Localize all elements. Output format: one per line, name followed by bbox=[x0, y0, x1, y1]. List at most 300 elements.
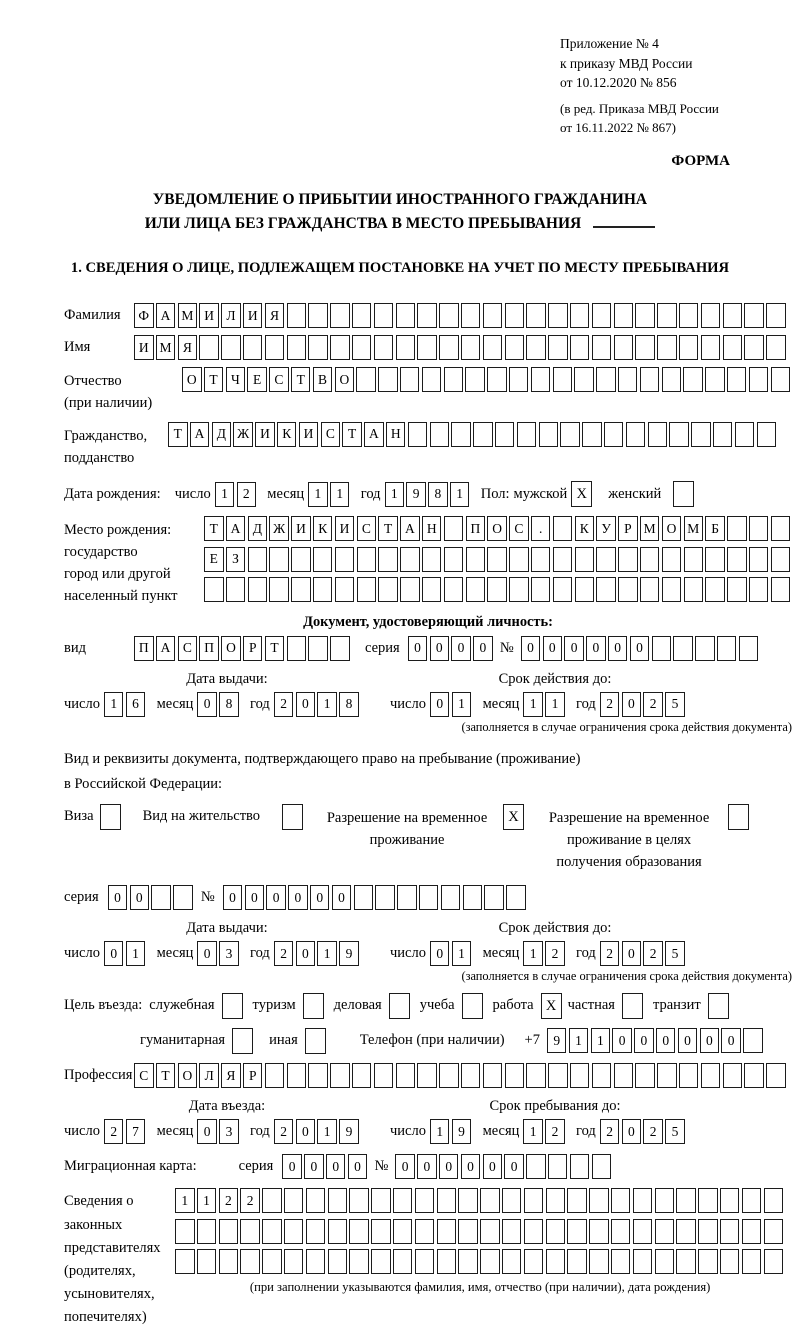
temporary-residence-checkbox[interactable]: X bbox=[503, 804, 524, 830]
char-cell[interactable] bbox=[483, 303, 503, 328]
purpose-business-checkbox[interactable] bbox=[389, 993, 410, 1019]
char-cell[interactable] bbox=[611, 1188, 631, 1213]
char-cell[interactable]: О bbox=[662, 516, 682, 541]
char-cell[interactable]: 0 bbox=[439, 1154, 459, 1179]
char-cell[interactable]: 0 bbox=[564, 636, 584, 661]
char-cell[interactable]: 9 bbox=[406, 482, 426, 507]
char-cell[interactable] bbox=[461, 335, 481, 360]
char-cell[interactable] bbox=[461, 303, 481, 328]
char-cell[interactable]: 0 bbox=[197, 941, 217, 966]
char-cell[interactable] bbox=[466, 547, 486, 572]
char-cell[interactable] bbox=[243, 335, 263, 360]
char-cell[interactable] bbox=[458, 1219, 478, 1244]
char-cell[interactable] bbox=[226, 577, 246, 602]
purpose-work-checkbox[interactable]: X bbox=[541, 993, 562, 1019]
char-cell[interactable] bbox=[356, 367, 376, 392]
char-cell[interactable] bbox=[308, 335, 328, 360]
purpose-humanitarian-checkbox[interactable] bbox=[232, 1028, 253, 1054]
char-cell[interactable]: 0 bbox=[348, 1154, 368, 1179]
char-cell[interactable]: 0 bbox=[326, 1154, 346, 1179]
char-cell[interactable] bbox=[720, 1188, 740, 1213]
char-cell[interactable] bbox=[509, 547, 529, 572]
char-cell[interactable] bbox=[720, 1249, 740, 1274]
char-cell[interactable] bbox=[458, 1249, 478, 1274]
char-cell[interactable]: 0 bbox=[608, 636, 628, 661]
char-cell[interactable]: 9 bbox=[452, 1119, 472, 1144]
char-cell[interactable]: Б bbox=[705, 516, 725, 541]
char-cell[interactable] bbox=[553, 367, 573, 392]
char-cell[interactable]: 0 bbox=[678, 1028, 698, 1053]
char-cell[interactable] bbox=[352, 303, 372, 328]
char-cell[interactable] bbox=[483, 335, 503, 360]
char-cell[interactable] bbox=[684, 577, 704, 602]
char-cell[interactable] bbox=[757, 422, 777, 447]
char-cell[interactable] bbox=[531, 547, 551, 572]
char-cell[interactable] bbox=[506, 885, 526, 910]
char-cell[interactable] bbox=[771, 367, 791, 392]
char-cell[interactable]: 0 bbox=[451, 636, 471, 661]
char-cell[interactable] bbox=[308, 636, 328, 661]
purpose-other-checkbox[interactable] bbox=[305, 1028, 326, 1054]
char-cell[interactable] bbox=[727, 577, 747, 602]
char-cell[interactable]: 1 bbox=[215, 482, 235, 507]
char-cell[interactable] bbox=[219, 1219, 239, 1244]
char-cell[interactable]: 0 bbox=[296, 941, 316, 966]
char-cell[interactable]: 8 bbox=[219, 692, 239, 717]
char-cell[interactable]: 0 bbox=[417, 1154, 437, 1179]
char-cell[interactable] bbox=[437, 1219, 457, 1244]
char-cell[interactable] bbox=[328, 1219, 348, 1244]
char-cell[interactable]: И bbox=[335, 516, 355, 541]
char-cell[interactable] bbox=[570, 1154, 590, 1179]
char-cell[interactable]: 0 bbox=[197, 692, 217, 717]
char-cell[interactable] bbox=[683, 367, 703, 392]
char-cell[interactable] bbox=[505, 335, 525, 360]
char-cell[interactable] bbox=[444, 547, 464, 572]
char-cell[interactable] bbox=[396, 303, 416, 328]
char-cell[interactable]: 0 bbox=[630, 636, 650, 661]
char-cell[interactable]: Ф bbox=[134, 303, 154, 328]
char-cell[interactable] bbox=[415, 1249, 435, 1274]
char-cell[interactable]: 8 bbox=[428, 482, 448, 507]
char-cell[interactable]: А bbox=[400, 516, 420, 541]
char-cell[interactable] bbox=[764, 1249, 784, 1274]
char-cell[interactable] bbox=[400, 547, 420, 572]
char-cell[interactable]: К bbox=[277, 422, 297, 447]
char-cell[interactable] bbox=[701, 303, 721, 328]
char-cell[interactable] bbox=[430, 422, 450, 447]
char-cell[interactable] bbox=[614, 1063, 634, 1088]
char-cell[interactable] bbox=[197, 1249, 217, 1274]
char-cell[interactable] bbox=[633, 1219, 653, 1244]
char-cell[interactable]: С bbox=[269, 367, 289, 392]
char-cell[interactable]: Я bbox=[178, 335, 198, 360]
char-cell[interactable]: 0 bbox=[634, 1028, 654, 1053]
char-cell[interactable]: К bbox=[313, 516, 333, 541]
char-cell[interactable] bbox=[635, 303, 655, 328]
char-cell[interactable] bbox=[574, 367, 594, 392]
char-cell[interactable] bbox=[262, 1188, 282, 1213]
char-cell[interactable] bbox=[727, 516, 747, 541]
char-cell[interactable]: 2 bbox=[274, 941, 294, 966]
char-cell[interactable] bbox=[287, 335, 307, 360]
char-cell[interactable] bbox=[655, 1249, 675, 1274]
char-cell[interactable] bbox=[197, 1219, 217, 1244]
char-cell[interactable]: 0 bbox=[622, 941, 642, 966]
char-cell[interactable]: И bbox=[299, 422, 319, 447]
char-cell[interactable]: 0 bbox=[245, 885, 265, 910]
char-cell[interactable] bbox=[589, 1219, 609, 1244]
char-cell[interactable] bbox=[374, 1063, 394, 1088]
char-cell[interactable] bbox=[396, 1063, 416, 1088]
char-cell[interactable] bbox=[400, 577, 420, 602]
char-cell[interactable] bbox=[570, 1063, 590, 1088]
char-cell[interactable] bbox=[553, 577, 573, 602]
char-cell[interactable]: 0 bbox=[430, 941, 450, 966]
char-cell[interactable] bbox=[291, 547, 311, 572]
char-cell[interactable]: Т bbox=[204, 516, 224, 541]
char-cell[interactable] bbox=[349, 1249, 369, 1274]
char-cell[interactable]: 2 bbox=[643, 1119, 663, 1144]
char-cell[interactable] bbox=[596, 367, 616, 392]
char-cell[interactable]: 2 bbox=[545, 1119, 565, 1144]
char-cell[interactable] bbox=[393, 1188, 413, 1213]
char-cell[interactable] bbox=[717, 636, 737, 661]
char-cell[interactable]: 5 bbox=[665, 941, 685, 966]
char-cell[interactable] bbox=[502, 1249, 522, 1274]
char-cell[interactable] bbox=[764, 1188, 784, 1213]
char-cell[interactable] bbox=[546, 1219, 566, 1244]
char-cell[interactable] bbox=[749, 577, 769, 602]
char-cell[interactable] bbox=[483, 1063, 503, 1088]
char-cell[interactable]: С bbox=[134, 1063, 154, 1088]
char-cell[interactable] bbox=[723, 1063, 743, 1088]
char-cell[interactable]: Т bbox=[204, 367, 224, 392]
char-cell[interactable] bbox=[684, 547, 704, 572]
char-cell[interactable] bbox=[742, 1249, 762, 1274]
char-cell[interactable] bbox=[766, 335, 786, 360]
char-cell[interactable] bbox=[614, 335, 634, 360]
char-cell[interactable] bbox=[652, 636, 672, 661]
char-cell[interactable] bbox=[742, 1219, 762, 1244]
char-cell[interactable]: И bbox=[291, 516, 311, 541]
char-cell[interactable]: К bbox=[575, 516, 595, 541]
char-cell[interactable] bbox=[374, 335, 394, 360]
char-cell[interactable]: 0 bbox=[332, 885, 352, 910]
char-cell[interactable] bbox=[284, 1249, 304, 1274]
char-cell[interactable]: 0 bbox=[473, 636, 493, 661]
char-cell[interactable] bbox=[531, 577, 551, 602]
char-cell[interactable]: Л bbox=[221, 303, 241, 328]
char-cell[interactable]: 1 bbox=[317, 1119, 337, 1144]
char-cell[interactable] bbox=[611, 1219, 631, 1244]
char-cell[interactable]: Т bbox=[378, 516, 398, 541]
char-cell[interactable]: 1 bbox=[452, 692, 472, 717]
char-cell[interactable]: 9 bbox=[547, 1028, 567, 1053]
char-cell[interactable] bbox=[354, 885, 374, 910]
char-cell[interactable] bbox=[548, 303, 568, 328]
char-cell[interactable] bbox=[611, 1249, 631, 1274]
char-cell[interactable]: А bbox=[156, 303, 176, 328]
char-cell[interactable]: И bbox=[199, 303, 219, 328]
char-cell[interactable]: 1 bbox=[126, 941, 146, 966]
char-cell[interactable] bbox=[465, 367, 485, 392]
char-cell[interactable]: О bbox=[182, 367, 202, 392]
purpose-private-checkbox[interactable] bbox=[622, 993, 643, 1019]
char-cell[interactable]: 1 bbox=[385, 482, 405, 507]
char-cell[interactable] bbox=[749, 547, 769, 572]
char-cell[interactable]: Т bbox=[168, 422, 188, 447]
char-cell[interactable] bbox=[219, 1249, 239, 1274]
char-cell[interactable]: Ж bbox=[269, 516, 289, 541]
char-cell[interactable] bbox=[330, 335, 350, 360]
char-cell[interactable] bbox=[764, 1219, 784, 1244]
char-cell[interactable] bbox=[487, 367, 507, 392]
char-cell[interactable] bbox=[502, 1188, 522, 1213]
char-cell[interactable] bbox=[415, 1188, 435, 1213]
char-cell[interactable]: Л bbox=[199, 1063, 219, 1088]
char-cell[interactable] bbox=[444, 367, 464, 392]
char-cell[interactable] bbox=[417, 1063, 437, 1088]
char-cell[interactable]: М bbox=[178, 303, 198, 328]
char-cell[interactable]: Ч bbox=[226, 367, 246, 392]
char-cell[interactable]: 0 bbox=[197, 1119, 217, 1144]
char-cell[interactable]: 0 bbox=[288, 885, 308, 910]
male-checkbox[interactable]: X bbox=[571, 481, 592, 507]
purpose-tourism-checkbox[interactable] bbox=[303, 993, 324, 1019]
char-cell[interactable] bbox=[480, 1249, 500, 1274]
char-cell[interactable]: А bbox=[364, 422, 384, 447]
char-cell[interactable] bbox=[417, 303, 437, 328]
char-cell[interactable] bbox=[727, 367, 747, 392]
char-cell[interactable]: 0 bbox=[408, 636, 428, 661]
char-cell[interactable] bbox=[657, 335, 677, 360]
char-cell[interactable] bbox=[262, 1219, 282, 1244]
char-cell[interactable]: Т bbox=[265, 636, 285, 661]
char-cell[interactable] bbox=[221, 335, 241, 360]
char-cell[interactable]: 0 bbox=[543, 636, 563, 661]
char-cell[interactable]: 2 bbox=[237, 482, 257, 507]
char-cell[interactable]: 0 bbox=[430, 636, 450, 661]
char-cell[interactable] bbox=[466, 577, 486, 602]
char-cell[interactable] bbox=[439, 335, 459, 360]
char-cell[interactable] bbox=[287, 636, 307, 661]
char-cell[interactable]: 1 bbox=[450, 482, 470, 507]
char-cell[interactable]: Р bbox=[243, 636, 263, 661]
char-cell[interactable] bbox=[560, 422, 580, 447]
char-cell[interactable]: М bbox=[640, 516, 660, 541]
char-cell[interactable]: И bbox=[255, 422, 275, 447]
char-cell[interactable]: 2 bbox=[600, 1119, 620, 1144]
char-cell[interactable]: 2 bbox=[240, 1188, 260, 1213]
char-cell[interactable] bbox=[771, 577, 791, 602]
char-cell[interactable]: О bbox=[221, 636, 241, 661]
char-cell[interactable]: 0 bbox=[296, 692, 316, 717]
char-cell[interactable] bbox=[691, 422, 711, 447]
char-cell[interactable] bbox=[371, 1219, 391, 1244]
char-cell[interactable]: 0 bbox=[266, 885, 286, 910]
char-cell[interactable]: О bbox=[335, 367, 355, 392]
char-cell[interactable] bbox=[175, 1219, 195, 1244]
char-cell[interactable] bbox=[408, 422, 428, 447]
char-cell[interactable]: Н bbox=[422, 516, 442, 541]
char-cell[interactable]: Е bbox=[247, 367, 267, 392]
char-cell[interactable] bbox=[592, 303, 612, 328]
char-cell[interactable] bbox=[698, 1188, 718, 1213]
char-cell[interactable] bbox=[582, 422, 602, 447]
char-cell[interactable] bbox=[352, 335, 372, 360]
char-cell[interactable] bbox=[284, 1219, 304, 1244]
char-cell[interactable] bbox=[705, 547, 725, 572]
char-cell[interactable] bbox=[575, 547, 595, 572]
char-cell[interactable] bbox=[676, 1219, 696, 1244]
char-cell[interactable] bbox=[531, 367, 551, 392]
char-cell[interactable]: Н bbox=[386, 422, 406, 447]
char-cell[interactable] bbox=[400, 367, 420, 392]
char-cell[interactable]: 0 bbox=[310, 885, 330, 910]
char-cell[interactable] bbox=[330, 1063, 350, 1088]
char-cell[interactable]: 1 bbox=[591, 1028, 611, 1053]
char-cell[interactable]: 0 bbox=[612, 1028, 632, 1053]
char-cell[interactable] bbox=[444, 577, 464, 602]
char-cell[interactable]: 0 bbox=[622, 1119, 642, 1144]
char-cell[interactable] bbox=[723, 303, 743, 328]
char-cell[interactable] bbox=[328, 1249, 348, 1274]
char-cell[interactable]: 0 bbox=[521, 636, 541, 661]
char-cell[interactable]: С bbox=[321, 422, 341, 447]
char-cell[interactable] bbox=[371, 1188, 391, 1213]
char-cell[interactable] bbox=[698, 1249, 718, 1274]
char-cell[interactable] bbox=[173, 885, 193, 910]
female-checkbox[interactable] bbox=[673, 481, 694, 507]
char-cell[interactable] bbox=[618, 547, 638, 572]
char-cell[interactable] bbox=[640, 547, 660, 572]
char-cell[interactable] bbox=[378, 577, 398, 602]
char-cell[interactable]: Р bbox=[243, 1063, 263, 1088]
visa-checkbox[interactable] bbox=[100, 804, 121, 830]
char-cell[interactable] bbox=[313, 547, 333, 572]
char-cell[interactable]: Ж bbox=[233, 422, 253, 447]
char-cell[interactable] bbox=[648, 422, 668, 447]
char-cell[interactable]: А bbox=[226, 516, 246, 541]
char-cell[interactable] bbox=[328, 1188, 348, 1213]
char-cell[interactable] bbox=[509, 577, 529, 602]
char-cell[interactable] bbox=[526, 1154, 546, 1179]
char-cell[interactable] bbox=[657, 303, 677, 328]
char-cell[interactable] bbox=[570, 303, 590, 328]
char-cell[interactable] bbox=[662, 577, 682, 602]
char-cell[interactable]: 0 bbox=[304, 1154, 324, 1179]
char-cell[interactable]: 0 bbox=[483, 1154, 503, 1179]
purpose-study-checkbox[interactable] bbox=[462, 993, 483, 1019]
char-cell[interactable] bbox=[306, 1249, 326, 1274]
char-cell[interactable] bbox=[473, 422, 493, 447]
char-cell[interactable] bbox=[284, 1188, 304, 1213]
char-cell[interactable] bbox=[640, 577, 660, 602]
char-cell[interactable]: Д bbox=[212, 422, 232, 447]
char-cell[interactable]: 3 bbox=[219, 1119, 239, 1144]
char-cell[interactable] bbox=[357, 547, 377, 572]
char-cell[interactable] bbox=[633, 1188, 653, 1213]
char-cell[interactable] bbox=[349, 1188, 369, 1213]
char-cell[interactable]: 5 bbox=[665, 1119, 685, 1144]
char-cell[interactable] bbox=[604, 422, 624, 447]
char-cell[interactable]: П bbox=[199, 636, 219, 661]
char-cell[interactable] bbox=[679, 335, 699, 360]
char-cell[interactable] bbox=[371, 1249, 391, 1274]
char-cell[interactable] bbox=[524, 1249, 544, 1274]
char-cell[interactable] bbox=[640, 367, 660, 392]
char-cell[interactable] bbox=[723, 335, 743, 360]
char-cell[interactable] bbox=[378, 547, 398, 572]
char-cell[interactable] bbox=[437, 1188, 457, 1213]
char-cell[interactable] bbox=[204, 577, 224, 602]
char-cell[interactable] bbox=[306, 1219, 326, 1244]
char-cell[interactable] bbox=[526, 303, 546, 328]
char-cell[interactable] bbox=[330, 636, 350, 661]
char-cell[interactable] bbox=[517, 422, 537, 447]
char-cell[interactable] bbox=[458, 1188, 478, 1213]
char-cell[interactable]: 0 bbox=[721, 1028, 741, 1053]
char-cell[interactable]: 0 bbox=[461, 1154, 481, 1179]
char-cell[interactable] bbox=[495, 422, 515, 447]
char-cell[interactable] bbox=[749, 516, 769, 541]
char-cell[interactable] bbox=[743, 1028, 763, 1053]
char-cell[interactable]: У bbox=[596, 516, 616, 541]
char-cell[interactable] bbox=[444, 516, 464, 541]
char-cell[interactable] bbox=[269, 577, 289, 602]
char-cell[interactable] bbox=[393, 1249, 413, 1274]
char-cell[interactable] bbox=[633, 1249, 653, 1274]
char-cell[interactable] bbox=[352, 1063, 372, 1088]
char-cell[interactable] bbox=[509, 367, 529, 392]
char-cell[interactable]: 0 bbox=[108, 885, 128, 910]
char-cell[interactable] bbox=[526, 1063, 546, 1088]
char-cell[interactable]: 1 bbox=[523, 692, 543, 717]
char-cell[interactable] bbox=[614, 303, 634, 328]
char-cell[interactable] bbox=[669, 422, 689, 447]
char-cell[interactable]: 8 bbox=[339, 692, 359, 717]
char-cell[interactable] bbox=[422, 367, 442, 392]
char-cell[interactable] bbox=[705, 367, 725, 392]
char-cell[interactable] bbox=[378, 367, 398, 392]
char-cell[interactable] bbox=[335, 547, 355, 572]
char-cell[interactable] bbox=[635, 335, 655, 360]
char-cell[interactable] bbox=[502, 1219, 522, 1244]
char-cell[interactable]: 0 bbox=[700, 1028, 720, 1053]
char-cell[interactable]: 2 bbox=[274, 1119, 294, 1144]
char-cell[interactable] bbox=[248, 577, 268, 602]
char-cell[interactable]: 0 bbox=[223, 885, 243, 910]
char-cell[interactable] bbox=[417, 335, 437, 360]
char-cell[interactable] bbox=[330, 303, 350, 328]
char-cell[interactable]: Д bbox=[248, 516, 268, 541]
char-cell[interactable]: 2 bbox=[600, 692, 620, 717]
char-cell[interactable]: Е bbox=[204, 547, 224, 572]
char-cell[interactable] bbox=[480, 1188, 500, 1213]
char-cell[interactable] bbox=[393, 1219, 413, 1244]
char-cell[interactable] bbox=[240, 1219, 260, 1244]
char-cell[interactable]: 7 bbox=[126, 1119, 146, 1144]
char-cell[interactable]: 6 bbox=[126, 692, 146, 717]
char-cell[interactable]: 1 bbox=[175, 1188, 195, 1213]
char-cell[interactable] bbox=[487, 547, 507, 572]
char-cell[interactable]: 1 bbox=[308, 482, 328, 507]
char-cell[interactable]: Т bbox=[342, 422, 362, 447]
char-cell[interactable] bbox=[575, 577, 595, 602]
char-cell[interactable]: Я bbox=[221, 1063, 241, 1088]
char-cell[interactable]: Т bbox=[291, 367, 311, 392]
